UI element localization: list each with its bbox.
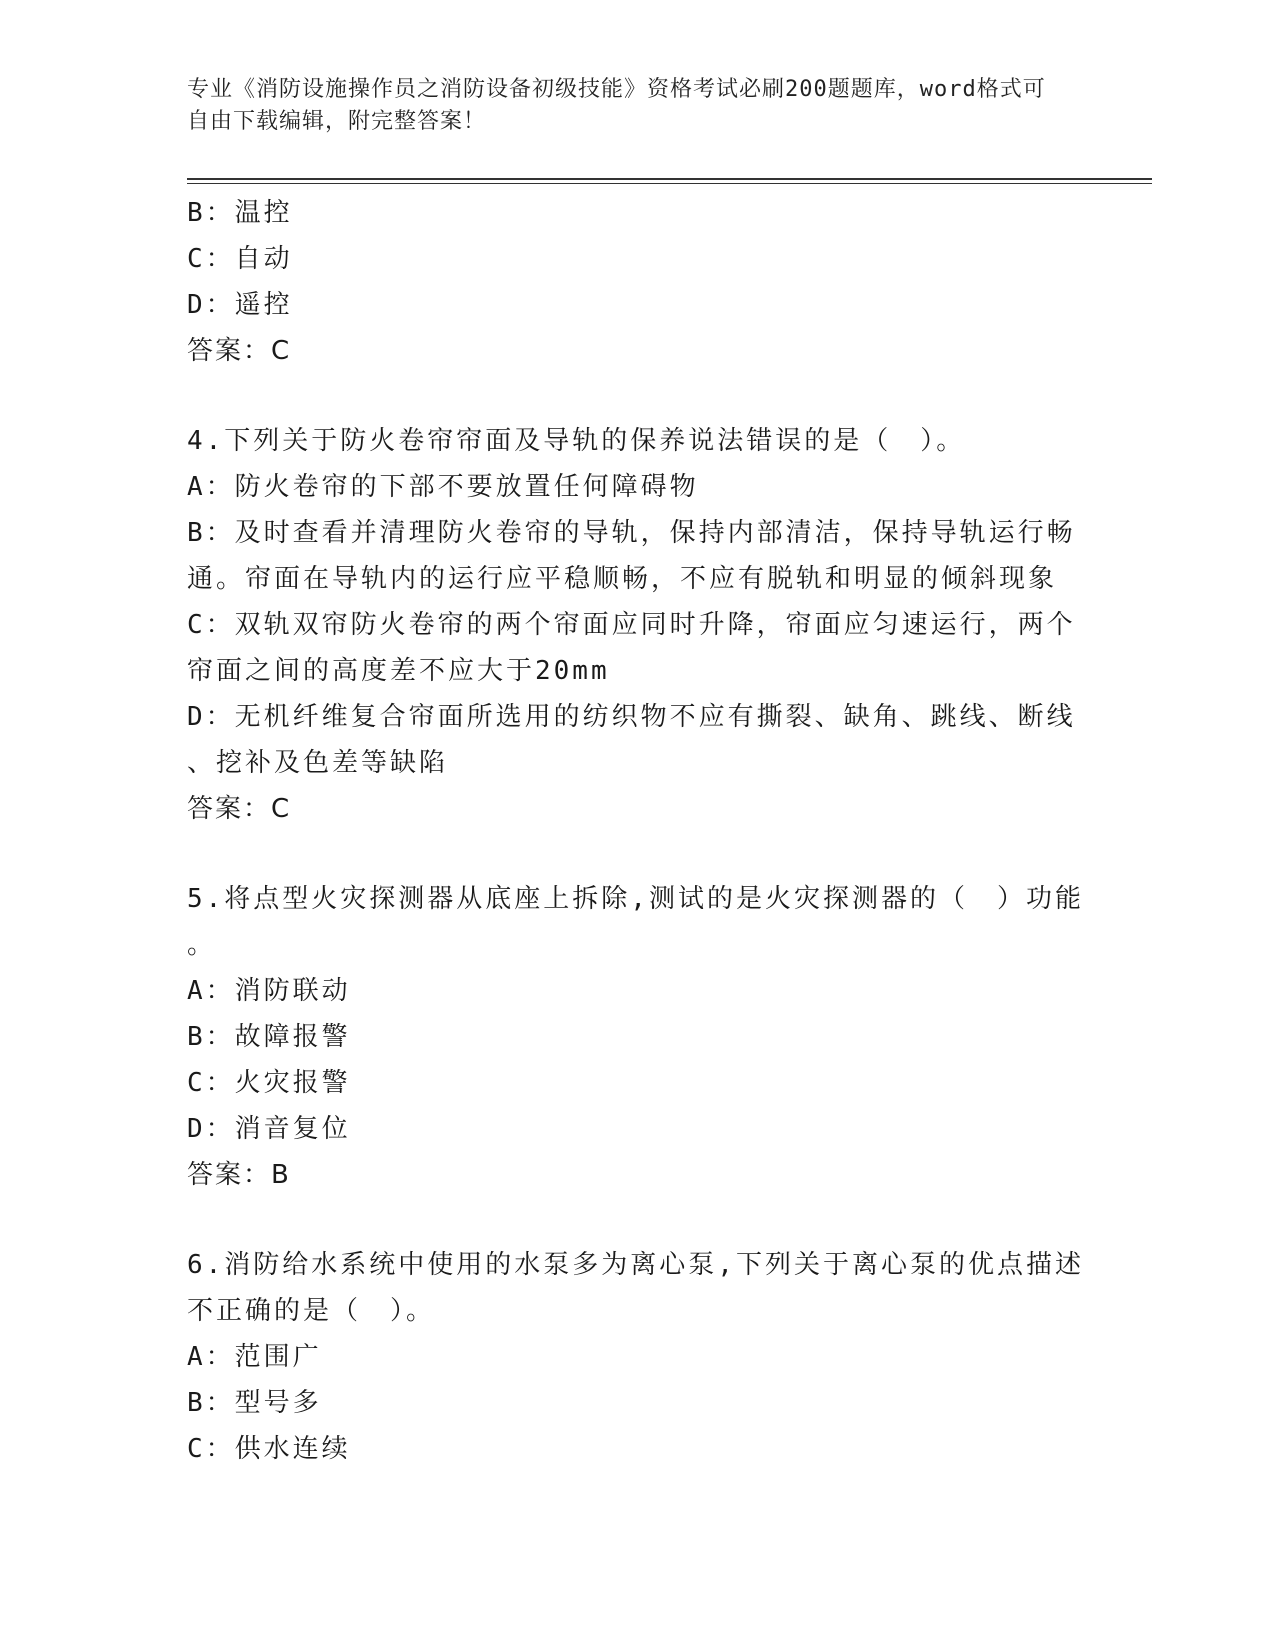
q5-option-c: C：火灾报警 — [187, 1068, 351, 1098]
q4-option-d-line1: D：无机纤维复合帘面所选用的纺织物不应有撕裂、缺角、跳线、断线 — [187, 702, 1076, 732]
q5-answer: 答案：B — [187, 1160, 291, 1190]
q3-answer: 答案：C — [187, 336, 292, 366]
q6-option-a: A：范围广 — [187, 1342, 322, 1372]
q4-option-b-line1: B：及时查看并清理防火卷帘的导轨，保持内部清洁，保持导轨运行畅 — [187, 518, 1076, 548]
q5-stem-line1: 5.将点型火灾探测器从底座上拆除,测试的是火灾探测器的（ ）功能 — [187, 884, 1084, 914]
q3-option-c: C：自动 — [187, 244, 293, 274]
q6-stem-line1: 6.消防给水系统中使用的水泵多为离心泵,下列关于离心泵的优点描述 — [187, 1250, 1084, 1280]
q5-option-b: B：故障报警 — [187, 1022, 351, 1052]
q4-stem: 4.下列关于防火卷帘帘面及导轨的保养说法错误的是（ ）。 — [187, 426, 966, 456]
spacer — [187, 374, 1087, 418]
q4-option-c-line2: 帘面之间的高度差不应大于20mm — [187, 656, 610, 686]
q4-option-b-line2: 通。帘面在导轨内的运行应平稳顺畅，不应有脱轨和明显的倾斜现象 — [187, 564, 1058, 594]
q3-option-b: B：温控 — [187, 198, 293, 228]
q5-option-a: A：消防联动 — [187, 976, 351, 1006]
q4-option-d-line2: 、挖补及色差等缺陷 — [187, 748, 449, 778]
q4-option-c-line1: C：双轨双帘防火卷帘的两个帘面应同时升降，帘面应匀速运行，两个 — [187, 610, 1076, 640]
q6-option-b: B：型号多 — [187, 1388, 322, 1418]
q5-stem-line2: 。 — [187, 930, 217, 960]
spacer — [187, 1198, 1087, 1242]
q5-option-d: D：消音复位 — [187, 1114, 351, 1144]
question-content — [187, 190, 1087, 1472]
q6-stem-line2: 不正确的是（ ）。 — [187, 1296, 436, 1326]
document-header: 专业《消防设施操作员之消防设备初级技能》资格考试必刷200题题库，word格式可自由下载编辑，附完整答案！ — [187, 77, 1046, 134]
spacer — [187, 832, 1087, 876]
q4-option-a: A：防火卷帘的下部不要放置任何障碍物 — [187, 472, 699, 502]
q4-answer: 答案：C — [187, 794, 292, 824]
q3-option-d: D：遥控 — [187, 290, 293, 320]
header-rule-thin — [187, 183, 1152, 184]
q6-option-c: C：供水连续 — [187, 1434, 351, 1464]
header-rule-thick — [187, 178, 1152, 180]
